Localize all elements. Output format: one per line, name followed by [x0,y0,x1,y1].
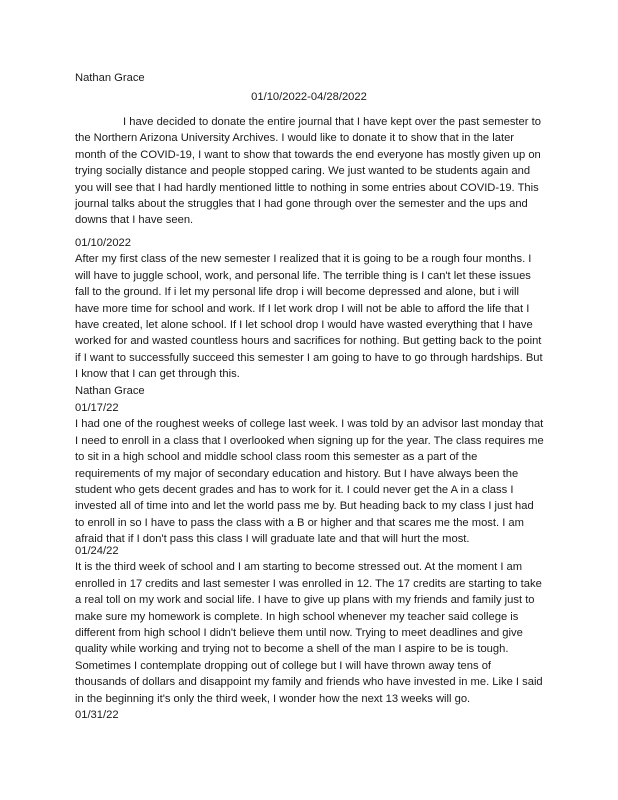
author-name: Nathan Grace [75,72,145,84]
entry-text: I had one of the roughest weeks of college last week. I was told by an advisor last monday that I need to enroll in a class that I overlooked when signing up for the year. The class requires me to sit in a high school and middle school class room this semester as a part of the requirements of my major of secondary education and history. But I have always been the student who gets decent grades and has to work for it. I could never get the A in a class I invested all of time into and let the world pass me by. But heading back to my class I just had to enroll in so I have to pass the class with a B or higher and that scares me the most. I am afraid that if I don't pass this class I will graduate late and that will hurt the most. [75,418,544,546]
journal-entry [75,400,545,548]
intro-paragraph: I have decided to donate the entire journal that I have kept over the past semester to the Northern Arizona University Archives. I would like to donate it to show that in the later month of the COVID-19, I want to show that towards the end everyone has mostly given up on trying socially distance and people stopped caring. We just wanted to be students again and you will see that I had hardly mentioned little to nothing in some entries about COVID-19. This journal talks about the struggles that I had gone through over the semester and the ups and downs that I have seen. [75,116,541,227]
journal-entry [75,235,545,399]
entry-date: 01/10/2022 [75,237,131,249]
entry-text: After my first class of the new semester I realized that it is going to be a rough four months. I will have to juggle school, work, and personal life. The terrible thing is I can't let these issues fall to the ground. If i let my personal life drop i will become depressed and alone, but i will have more time for school and work. If I let work drop I will not be able to afford the life that I have created, let alone school. If I let school drop I would have wasted everything that I have worked for and wasted countless hours and sacrifices for nothing. But getting back to the point if I want to successfully succeed this semester I am going to have to go through hardships. But I know that I can get through this. [75,253,543,381]
journal-date-range: 01/10/2022-04/28/2022 [251,91,367,103]
entry-date: 01/24/22 [75,545,119,557]
entry-text: It is the third week of school and I am starting to become stressed out. At the moment I am enrolled in 17 credits and last semester I was enrolled in 12. The 17 credits are starting to take a real toll on my work and social life. I have to give up plans with my friends and family just to make sure my homework is complete. In high school whenever my teacher said college is different from high school I didn't believe them until now. Trying to meet deadlines and give quality while working and trying not to become a shell of the man I aspire to be is tough. Sometimes I contemplate dropping out of college but I will have thrown away tens of thousands of dollars and disappoint my family and friends who have invested in me. Like I said in the beginning it's only the third week, I wonder how the next 13 weeks will go. [75,561,543,705]
entry-date: 01/17/22 [75,402,119,414]
entry-date: 01/31/22 [75,709,119,721]
entry-signature: Nathan Grace [75,384,145,397]
journal-entry [75,707,545,723]
journal-entry [75,543,545,707]
